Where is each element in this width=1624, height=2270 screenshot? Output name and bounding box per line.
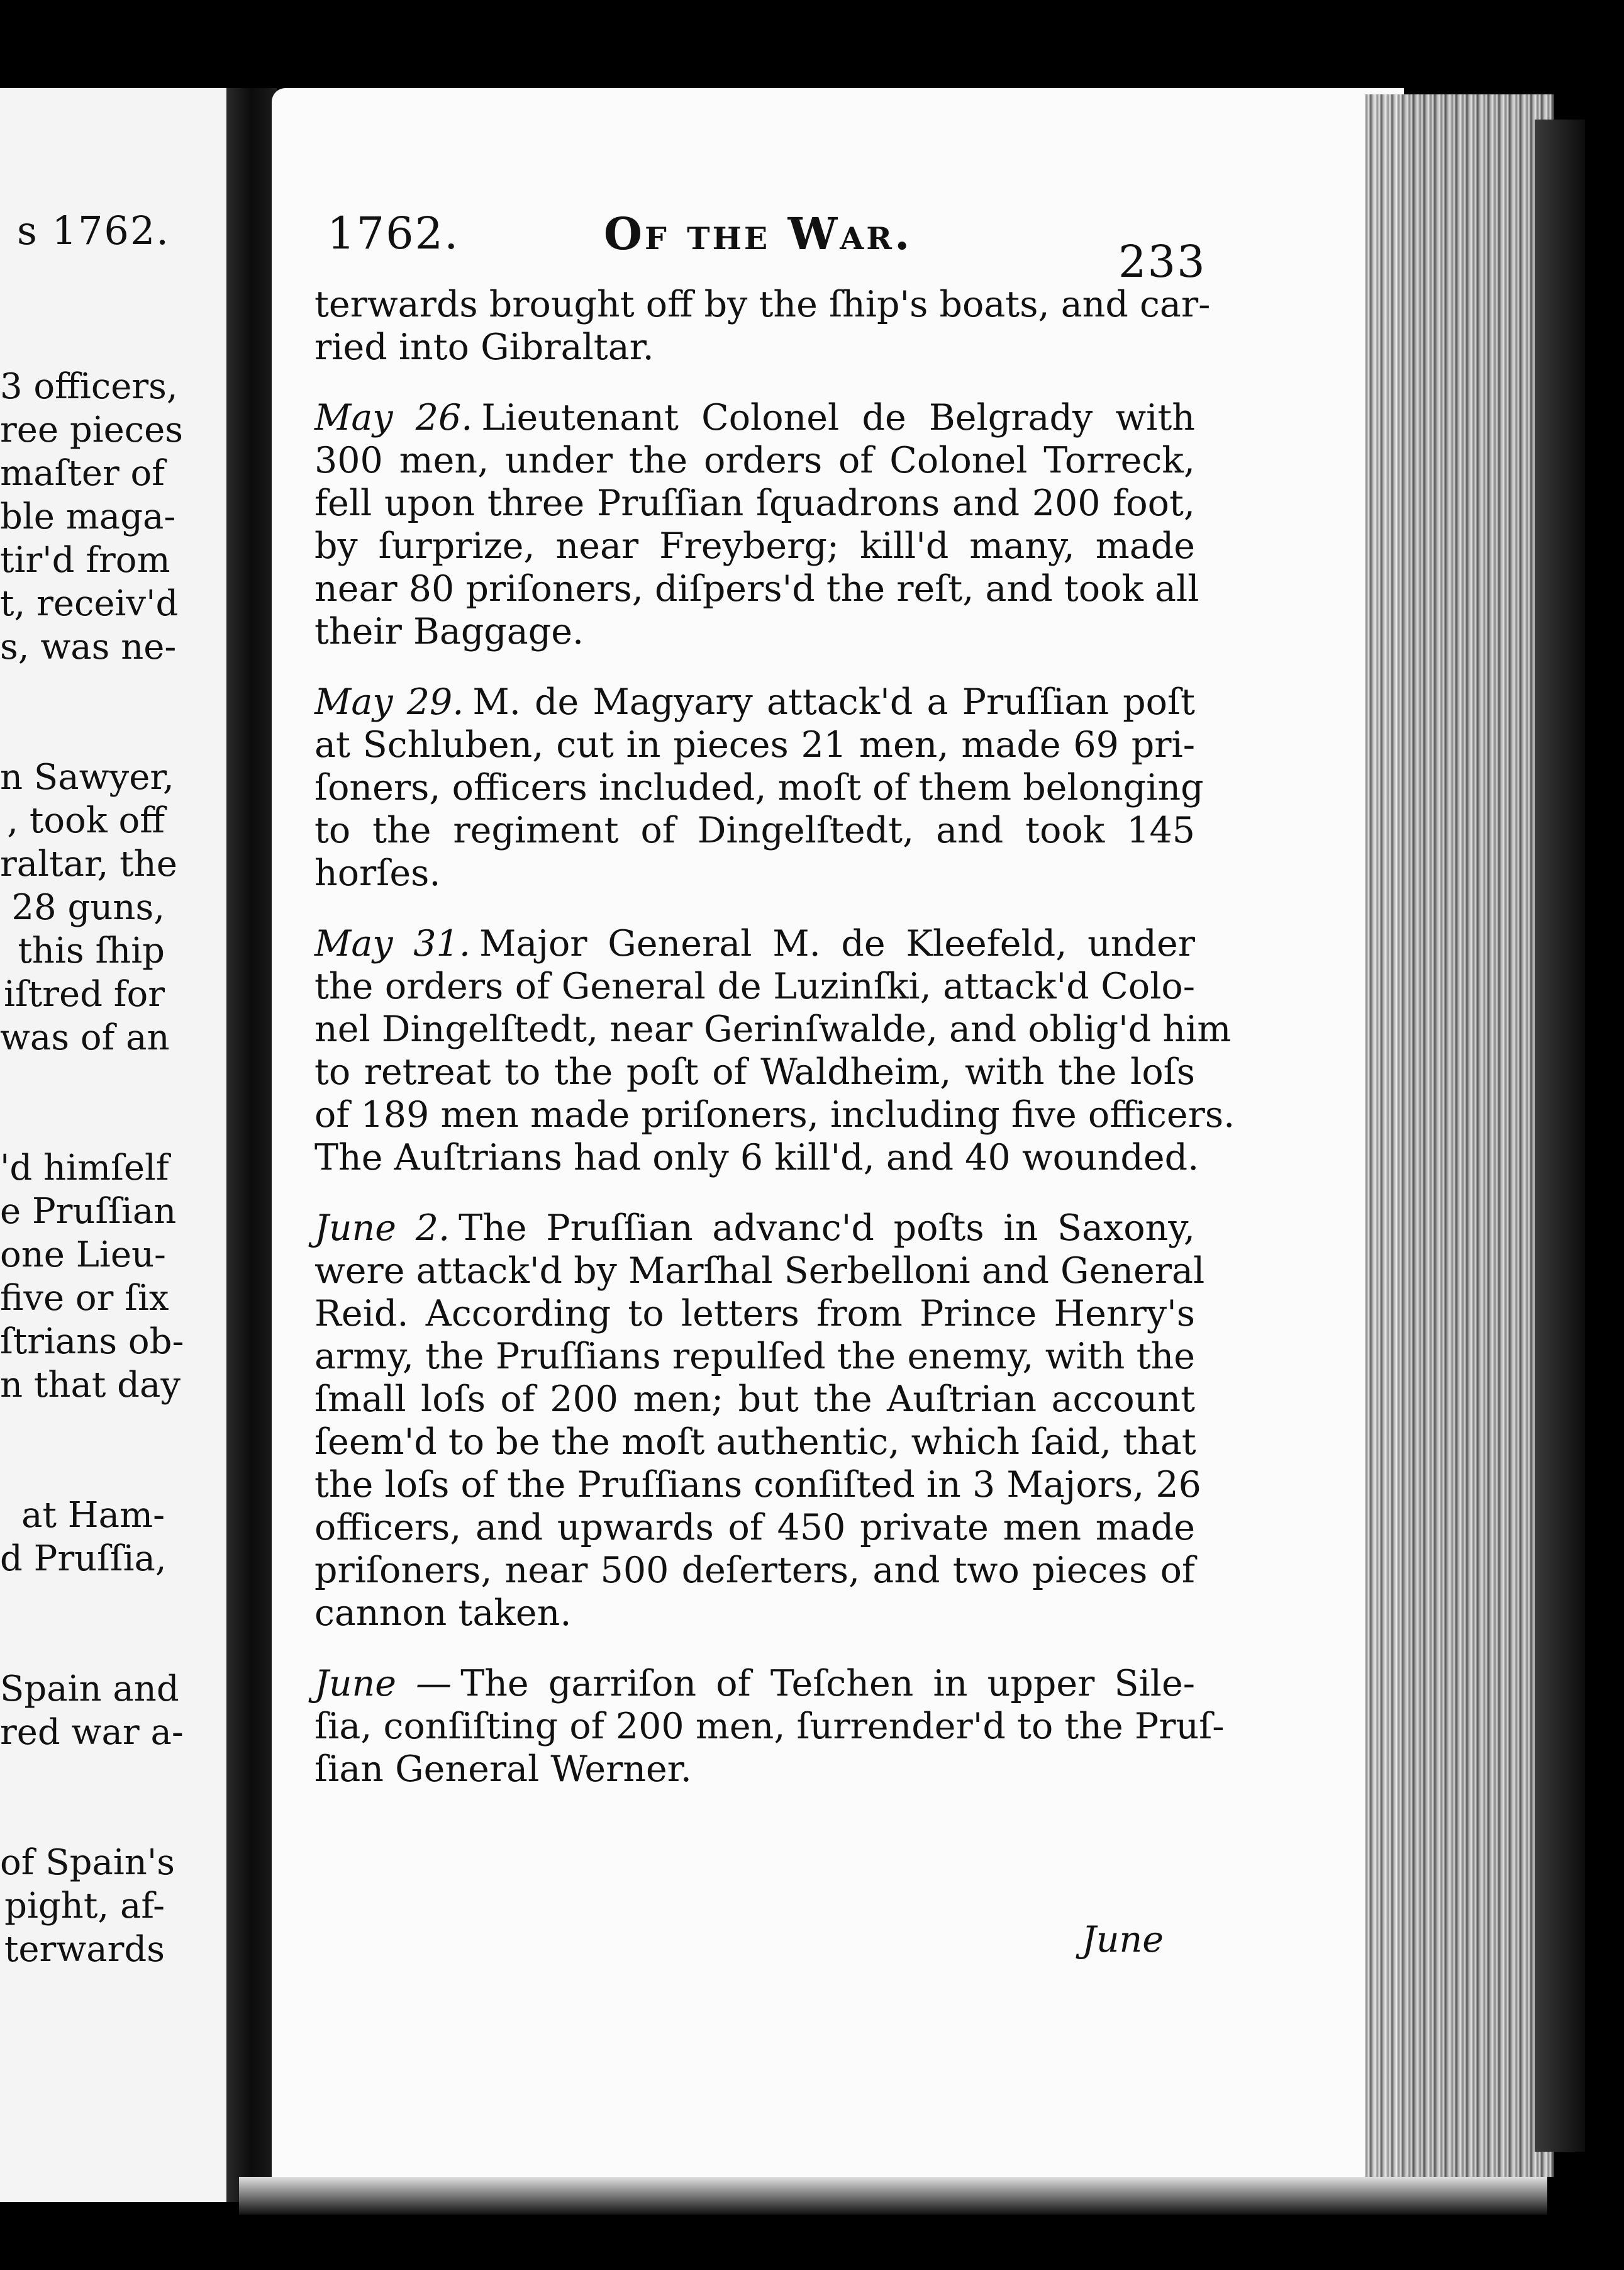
text-line xyxy=(314,1136,1199,1179)
entry-paragraph xyxy=(314,1207,1205,1635)
left-page-line xyxy=(0,1624,165,1667)
line-text: ſmall loſs of 200 men; but the Auſtrian account xyxy=(314,1378,1195,1420)
text-line xyxy=(314,852,1195,895)
left-page-line: ble maga- xyxy=(0,496,176,537)
left-page-line xyxy=(0,1103,165,1146)
left-page-line: iſtred for xyxy=(4,974,165,1015)
left-page-line xyxy=(0,1060,165,1103)
left-page-line: red war a- xyxy=(0,1712,184,1753)
left-page-line: maſter of xyxy=(0,453,165,494)
text-line xyxy=(314,681,1195,724)
line-text: 300 men, under the orders of Colonel Torreck, xyxy=(314,440,1195,481)
text-line xyxy=(314,396,1195,439)
left-page-line: raltar, the xyxy=(0,844,177,885)
line-text: of 189 men made priſoners, including five officers. xyxy=(314,1094,1235,1136)
line-text: cannon taken. xyxy=(314,1592,572,1634)
entry-paragraph xyxy=(314,1662,1225,1791)
text-line xyxy=(314,439,1195,482)
text-line xyxy=(314,1662,1195,1705)
left-page-header: s 1762. xyxy=(16,208,170,254)
left-page-line: e Pruſſian xyxy=(0,1191,177,1232)
text-line xyxy=(314,724,1195,766)
text-line xyxy=(314,1250,1205,1292)
running-header-title: Of the War. xyxy=(604,208,913,260)
entry-date: June — xyxy=(314,1663,452,1704)
entry-date: May 26. xyxy=(314,397,473,439)
page-bottom-edge xyxy=(239,2177,1547,2215)
line-text: the loſs of the Pruſſians conſiſted in 3 Majors, 26 xyxy=(314,1464,1201,1506)
page-edges xyxy=(1365,94,1554,2177)
left-page-line: 3 officers, xyxy=(0,366,178,407)
catchword: June xyxy=(1082,1919,1164,1960)
left-page-text xyxy=(0,365,184,1971)
left-page-line xyxy=(0,712,165,756)
text-line xyxy=(314,922,1195,965)
text-line xyxy=(314,809,1195,852)
line-text: officers, and upwards of 450 private men made xyxy=(314,1507,1195,1548)
line-text: The Pruſſian advanc'd poſts in Saxony, xyxy=(459,1207,1195,1249)
left-page-line xyxy=(0,1580,165,1624)
left-page-line xyxy=(0,1798,165,1841)
line-text: near 80 priſoners, diſpers'd the reſt, and took all xyxy=(314,568,1199,610)
text-line xyxy=(314,1378,1195,1421)
line-text: were attack'd by Marſhal Serbelloni and General xyxy=(314,1250,1205,1292)
text-line xyxy=(314,1008,1232,1051)
text-line xyxy=(314,766,1204,809)
line-text: horſes. xyxy=(314,853,441,894)
line-text: fell upon three Pruſſian ſquadrons and 200 foot, xyxy=(314,483,1195,524)
line-text: ſeem'd to be the moſt authentic, which ſaid, that xyxy=(314,1421,1196,1463)
text-line xyxy=(314,1592,1195,1635)
line-text: terwards brought off by the ſhip's boats, and car- xyxy=(314,284,1211,325)
text-line xyxy=(314,1705,1225,1748)
line-text: Reid. According to letters from Prince Henry's xyxy=(314,1293,1195,1334)
left-page-line: d Pruſſia, xyxy=(0,1538,167,1579)
line-text: their Baggage. xyxy=(314,611,584,652)
left-page-line: tir'd from xyxy=(0,540,170,581)
text-line xyxy=(314,610,1195,653)
left-page-line: pight, af- xyxy=(4,1886,165,1926)
body-text xyxy=(314,283,1235,1818)
text-line xyxy=(314,1748,1195,1791)
left-page-line xyxy=(0,669,165,712)
line-text: ſia, conſiſting of 200 men, ſurrender'd to the Pruſ- xyxy=(314,1706,1225,1747)
line-text: at Schluben, cut in pieces 21 men, made 69 pri- xyxy=(314,724,1195,766)
line-text: ried into Gibraltar. xyxy=(314,327,654,368)
left-page-line: , took off xyxy=(7,800,165,841)
left-page-line: ree pieces xyxy=(0,410,183,450)
entry-paragraph xyxy=(314,922,1235,1179)
left-page-fragment xyxy=(0,88,239,2202)
text-line xyxy=(314,1051,1195,1093)
left-page-line: this ſhip xyxy=(18,931,165,971)
book-gutter xyxy=(226,88,277,2202)
left-page-line: n Sawyer, xyxy=(0,757,174,798)
left-page-line xyxy=(0,1450,165,1494)
left-page-line: terwards xyxy=(4,1929,165,1970)
line-text: M. de Magyary attack'd a Pruſſian poſt xyxy=(472,681,1195,723)
running-header-year: 1762. xyxy=(327,208,460,259)
entry-paragraph xyxy=(314,396,1199,653)
page-number: 233 xyxy=(1118,236,1206,288)
left-page-line: 'd himſelf xyxy=(0,1148,169,1188)
line-text: ſoners, officers included, moſt of them belonging xyxy=(314,767,1204,808)
line-text: by ſurprize, near Freyberg; kill'd many, made xyxy=(314,525,1195,567)
entry-date: May 29. xyxy=(314,681,464,723)
left-page-line xyxy=(0,1754,165,1798)
text-line xyxy=(314,1093,1235,1136)
line-text: The garriſon of Teſchen in upper Sile- xyxy=(460,1663,1196,1704)
text-line xyxy=(314,965,1195,1008)
text-line xyxy=(314,283,1211,326)
left-page-line: at Ham- xyxy=(21,1495,165,1536)
left-page-line: t, receiv'd xyxy=(0,583,179,624)
left-page-line: Spain and xyxy=(0,1669,179,1709)
line-text: army, the Pruſſians repulſed the enemy, with the xyxy=(314,1336,1195,1377)
text-line xyxy=(314,1463,1201,1506)
text-line xyxy=(314,1292,1195,1335)
entry-paragraph xyxy=(314,283,1211,369)
left-page-line: ſtrians ob- xyxy=(0,1321,184,1362)
text-line xyxy=(314,568,1199,610)
book-edge-shadow xyxy=(1535,120,1585,2152)
entry-date: May 31. xyxy=(314,923,470,964)
left-page-line: s, was ne- xyxy=(0,627,177,668)
entry-paragraph xyxy=(314,681,1204,895)
line-text: nel Dingelſtedt, near Gerinſwalde, and oblig'd him xyxy=(314,1009,1232,1050)
text-line xyxy=(314,326,1195,369)
line-text: The Auſtrians had only 6 kill'd, and 40 wounded. xyxy=(314,1137,1199,1178)
line-text: to retreat to the poſt of Waldheim, with the loſs xyxy=(314,1051,1195,1093)
text-line xyxy=(314,482,1195,525)
entry-date: June 2. xyxy=(314,1207,450,1249)
text-line xyxy=(314,1506,1195,1549)
line-text: to the regiment of Dingelſtedt, and took 145 xyxy=(314,810,1195,851)
line-text: priſoners, near 500 deſerters, and two pieces of xyxy=(314,1550,1195,1591)
left-page-line: n that day xyxy=(0,1365,181,1406)
left-page-line: five or ſix xyxy=(0,1278,169,1319)
text-line xyxy=(314,1549,1195,1592)
left-page-line: was of an xyxy=(0,1017,170,1058)
line-text: Lieutenant Colonel de Belgrady with xyxy=(481,397,1195,439)
left-page-line: 28 guns, xyxy=(11,887,165,928)
text-line xyxy=(314,1421,1195,1463)
left-page-line: one Lieu- xyxy=(0,1234,166,1275)
left-page-line: of Spain's xyxy=(0,1842,175,1883)
text-line xyxy=(314,525,1195,568)
text-line xyxy=(314,1207,1195,1250)
line-text: the orders of General de Luzinſki, attack'd Colo- xyxy=(314,966,1195,1007)
left-page-line xyxy=(0,1407,165,1450)
text-line xyxy=(314,1335,1195,1378)
line-text: Major General M. de Kleefeld, under xyxy=(479,923,1195,964)
line-text: ſian General Werner. xyxy=(314,1748,692,1790)
